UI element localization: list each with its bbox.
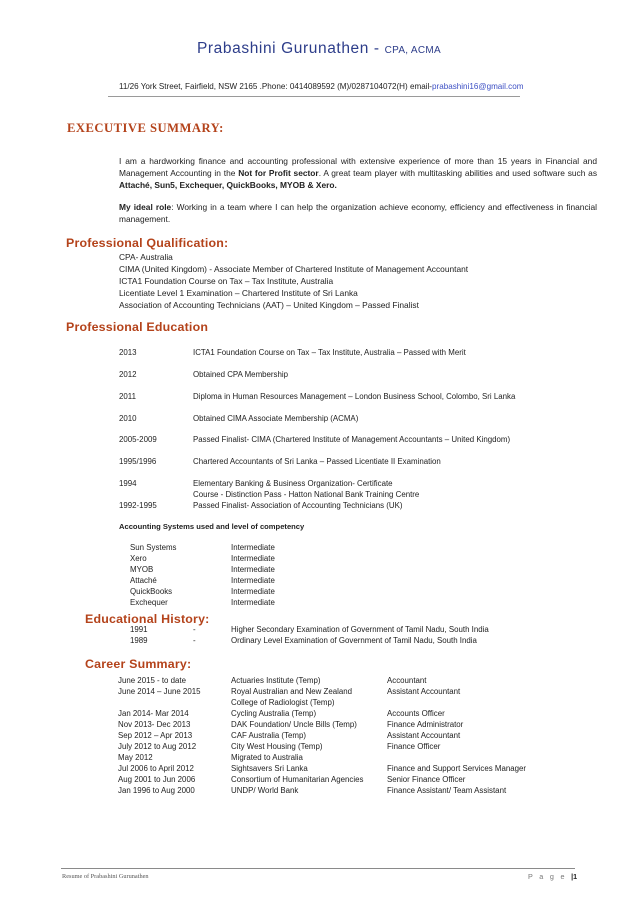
career-org: Migrated to Australia <box>231 753 303 762</box>
career-org: DAK Foundation/ Uncle Bills (Temp) <box>231 720 357 729</box>
footer-page-indicator <box>528 872 577 881</box>
candidate-name: Prabashini Gurunathen - <box>196 40 385 57</box>
career-date: Sep 2012 – Apr 2013 <box>118 731 193 740</box>
page-separator: | <box>571 872 574 881</box>
system-level: Intermediate <box>231 598 275 607</box>
career-date: May 2012 <box>118 753 153 762</box>
system-level: Intermediate <box>231 565 275 574</box>
credentials: CPA, ACMA <box>384 45 441 56</box>
system-level: Intermediate <box>231 543 275 552</box>
system-name: Exchequer <box>130 598 168 607</box>
summary-text: . A great team player with multitasking abilities and used software such as <box>318 168 598 178</box>
professional-qualification-heading: Professional Qualification: <box>66 236 229 250</box>
ideal-role-paragraph <box>119 201 597 225</box>
history-desc: Higher Secondary Examination of Government of Tamil Nadu, South India <box>231 625 489 634</box>
career-summary-heading: Career Summary: <box>85 657 192 671</box>
career-role: Finance Administrator <box>387 720 464 729</box>
system-level: Intermediate <box>231 587 275 596</box>
system-name: Sun Systems <box>130 543 177 552</box>
page-number: 1 <box>573 872 578 881</box>
ideal-role-label: My ideal role <box>119 202 172 212</box>
qualification-item: CIMA (United Kingdom) - Associate Member of Chartered Institute of Management Accountant <box>119 264 469 274</box>
education-desc: Obtained CIMA Associate Membership (ACMA) <box>193 414 359 423</box>
education-desc: Chartered Accountants of Sri Lanka – Passed Licentiate II Examination <box>193 457 441 466</box>
career-role: Finance Officer <box>387 742 441 751</box>
career-org: Royal Australian and New Zealand <box>231 687 353 696</box>
career-role: Accounts Officer <box>387 709 445 718</box>
career-date: Nov 2013- Dec 2013 <box>118 720 191 729</box>
career-org: Consortium of Humanitarian Agencies <box>231 775 364 784</box>
career-role: Assistant Accountant <box>387 687 461 696</box>
system-name: Attaché <box>130 576 157 585</box>
footer-divider <box>61 868 575 869</box>
system-level: Intermediate <box>231 576 275 585</box>
career-date: Jan 1996 to Aug 2000 <box>118 786 195 795</box>
career-date: Aug 2001 to Jun 2006 <box>118 775 196 784</box>
system-name: Xero <box>130 554 147 563</box>
career-role: Finance Assistant/ Team Assistant <box>387 786 507 795</box>
career-date: June 2015 - to date <box>118 676 186 685</box>
professional-education-heading: Professional Education <box>66 320 209 334</box>
system-name: QuickBooks <box>130 587 173 596</box>
career-role: Accountant <box>387 676 427 685</box>
career-org: Cycling Australia (Temp) <box>231 709 317 718</box>
education-desc: ICTA1 Foundation Course on Tax – Tax Institute, Australia – Passed with Merit <box>193 348 466 357</box>
page-title <box>0 40 638 58</box>
qualification-item: ICTA1 Foundation Course on Tax – Tax Institute, Australia <box>119 276 334 286</box>
career-date: Jan 2014- Mar 2014 <box>118 709 189 718</box>
education-year: 2012 <box>119 370 137 379</box>
career-role: Senior Finance Officer <box>387 775 466 784</box>
education-desc: Diploma in Human Resources Management – London Business School, Colombo, Sri Lanka <box>193 392 516 401</box>
footer-document-title: Resume of Prabashini Gurunathen <box>62 873 149 880</box>
summary-text: I am a hardworking finance and accounting professional with extensive experience of more than 15 years in Financial and Management Accounting in the <box>119 156 597 178</box>
career-org: College of Radiologist (Temp) <box>231 698 335 707</box>
qualification-item: Licentiate Level 1 Examination – Chartered Institute of Sri Lanka <box>119 288 358 298</box>
page-label: P a g e <box>528 872 567 881</box>
educational-history-heading: Educational History: <box>85 612 210 626</box>
history-desc: Ordinary Level Examination of Government of Tamil Nadu, South India <box>231 636 477 645</box>
history-dash: - <box>193 636 196 645</box>
education-year: 1994 <box>119 479 137 488</box>
qualification-item: CPA- Australia <box>119 252 173 262</box>
education-desc: Obtained CPA Membership <box>193 370 289 379</box>
contact-details: 11/26 York Street, Fairfield, NSW 2165 .Phone: 0414089592 (M)/0287104072(H) email- <box>119 82 432 91</box>
education-year: 1995/1996 <box>119 457 157 466</box>
summary-bold-software: Attaché, Sun5, Exchequer, QuickBooks, MYOB & Xero. <box>119 180 337 190</box>
education-year: 1992-1995 <box>119 501 157 510</box>
ideal-role-text: : Working in a team where I can help the organization achieve economy, efficiency and effectiveness in financial management. <box>119 202 598 224</box>
career-date: June 2014 – June 2015 <box>118 687 201 696</box>
education-desc: Elementary Banking & Business Organization- Certificate <box>193 479 393 488</box>
education-year: 2011 <box>119 392 136 401</box>
career-org: City West Housing (Temp) <box>231 742 323 751</box>
qualification-item: Association of Accounting Technicians (AAT) – United Kingdom – Passed Finalist <box>119 300 419 310</box>
history-year: 1991 <box>130 625 148 634</box>
education-desc: Passed Finalist- Association of Accounting Technicians (UK) <box>193 501 403 510</box>
career-date: Jul 2006 to April 2012 <box>118 764 194 773</box>
career-org: CAF Australia (Temp) <box>231 731 306 740</box>
system-name: MYOB <box>130 565 154 574</box>
education-year: 2010 <box>119 414 137 423</box>
career-date: July 2012 to Aug 2012 <box>118 742 197 751</box>
education-year: 2005-2009 <box>119 435 157 444</box>
system-level: Intermediate <box>231 554 275 563</box>
header-divider <box>108 96 520 97</box>
summary-bold-sector: Not for Profit sector <box>238 168 319 178</box>
career-org: Actuaries Institute (Temp) <box>231 676 321 685</box>
contact-line <box>119 82 523 91</box>
history-dash: - <box>193 625 196 634</box>
executive-summary-paragraph <box>119 155 597 191</box>
email-link[interactable]: prabashini16@gmail.com <box>432 82 524 91</box>
education-year: 2013 <box>119 348 137 357</box>
career-role: Finance and Support Services Manager <box>387 764 527 773</box>
career-org: UNDP/ World Bank <box>231 786 299 795</box>
career-org: Sightsavers Sri Lanka <box>231 764 308 773</box>
career-role: Assistant Accountant <box>387 731 461 740</box>
executive-summary-heading: EXECUTIVE SUMMARY: <box>67 121 224 135</box>
education-desc: Course - Distinction Pass - Hatton National Bank Training Centre <box>193 490 420 499</box>
history-year: 1989 <box>130 636 148 645</box>
education-desc: Passed Finalist- CIMA (Chartered Institute of Management Accountants – United Kingdom) <box>193 435 511 444</box>
accounting-systems-heading: Accounting Systems used and level of competency <box>119 522 305 531</box>
